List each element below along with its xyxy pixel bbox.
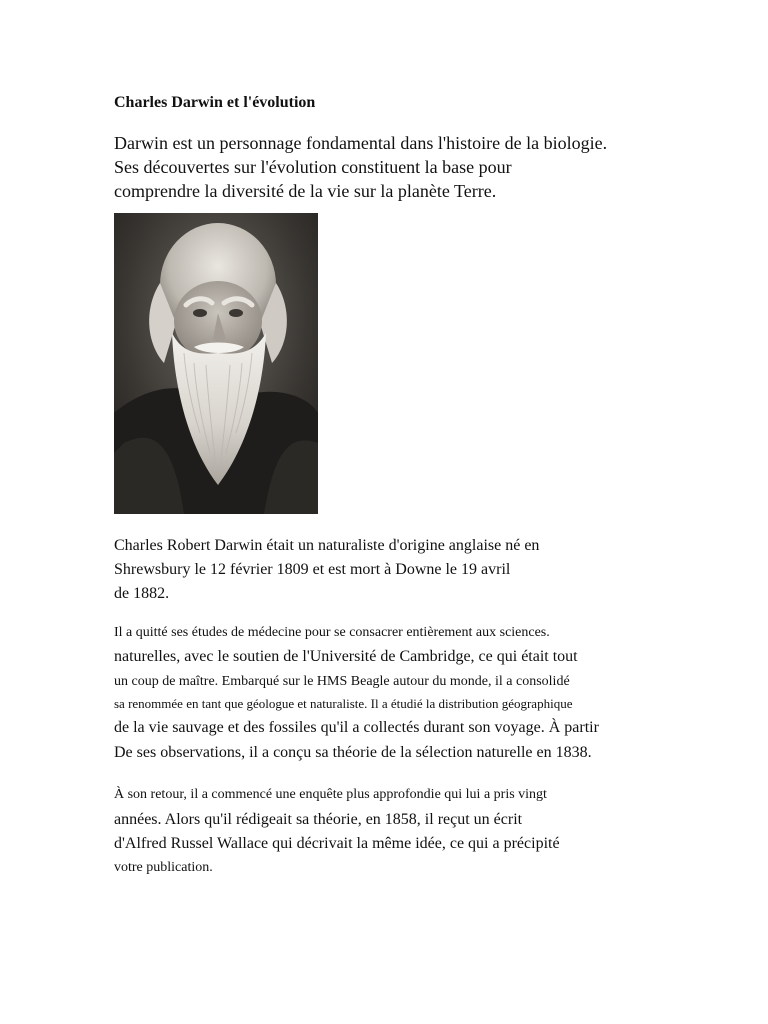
bio-line-2: Shrewsbury le 12 février 1809 et est mort à Downe le 19 avril [114,561,511,578]
studies-line-4: sa renommée en tant que géologue et naturaliste. Il a étudié la distribution géographique [114,696,573,711]
return-line-2: années. Alors qu'il rédigeait sa théorie, en 1858, il reçut un écrit [114,811,523,828]
studies-line-6: De ses observations, il a conçu sa théorie de la sélection naturelle en 1838. [114,744,592,761]
return-line-4: votre publication. [114,860,213,875]
studies-line-3: un coup de maître. Embarqué sur le HMS Beagle autour du monde, il a consolidé [114,674,570,689]
intro-line-3: comprendre la diversité de la vie sur la planète Terre. [114,181,497,201]
darwin-portrait [114,213,318,514]
studies-line-5: de la vie sauvage et des fossiles qu'il a collectés durant son voyage. À partir [114,719,599,736]
intro-line-1: Darwin est un personnage fondamental dans l'histoire de la biologie. [114,133,608,153]
studies-line-2: naturelles, avec le soutien de l'Université de Cambridge, ce qui était tout [114,648,578,665]
document-title: Charles Darwin et l'évolution [114,94,316,111]
bio-line-3: de 1882. [114,585,170,602]
return-line-3: d'Alfred Russel Wallace qui décrivait la même idée, ce qui a précipité [114,835,560,852]
intro-line-2: Ses découvertes sur l'évolution constituent la base pour [114,157,512,177]
return-line-1: À son retour, il a commencé une enquête plus approfondie qui lui a pris vingt [114,787,547,802]
studies-line-1: Il a quitté ses études de médecine pour se consacrer entièrement aux sciences. [114,625,550,640]
bio-line-1: Charles Robert Darwin était un naturaliste d'origine anglaise né en [114,537,540,554]
